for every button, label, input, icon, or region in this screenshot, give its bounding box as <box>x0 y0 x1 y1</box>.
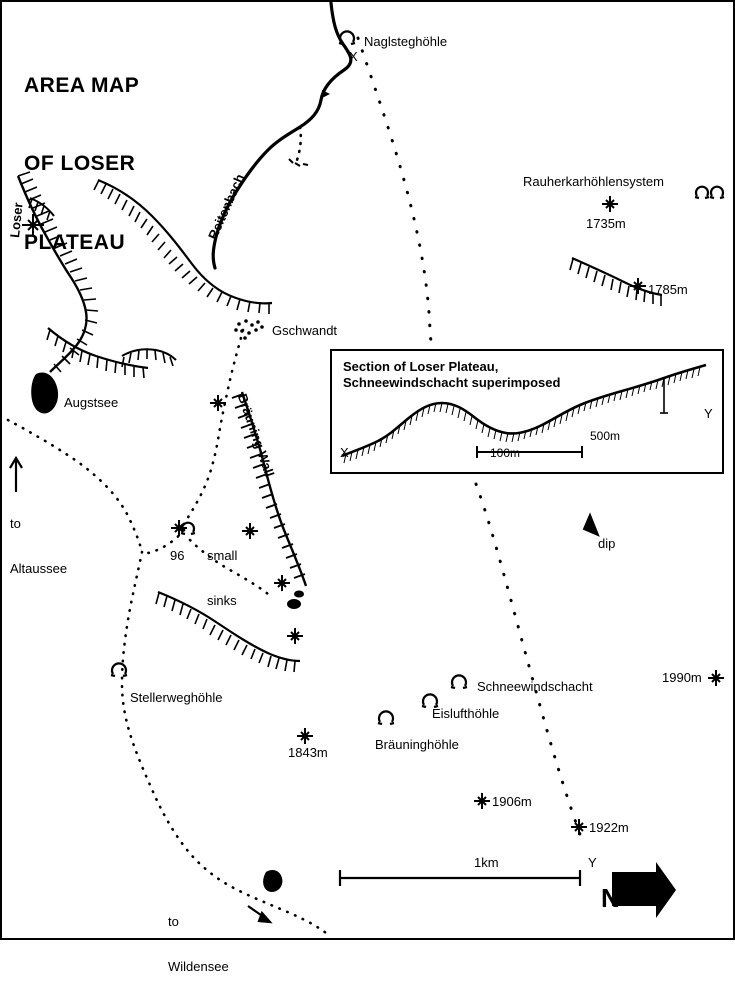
label-gschwandt: Gschwandt <box>272 323 338 338</box>
label-altitude-1922: 1922m <box>589 820 629 835</box>
label-rauherkarhoehlensystem: Rauherkarhöhlensystem <box>523 174 664 189</box>
inset-title-line-1: Section of Loser Plateau, <box>343 359 499 374</box>
inset-section-panel <box>330 349 724 474</box>
to-altaussee-line-2: Altaussee <box>10 560 68 576</box>
inset-scale-horizontal: 500m <box>590 429 621 443</box>
label-reitenbach: Reitenbach <box>205 171 248 242</box>
north-label: N <box>601 883 620 913</box>
to-altaussee-line-1: to <box>10 515 21 531</box>
section-endpoint-x-map: X <box>349 49 358 64</box>
label-stellerweghoehle: Stellerweghöhle <box>130 690 223 705</box>
label-braeuning-wall: Bräuning Wall <box>234 391 278 479</box>
label-braeuninghoehle: Bräuninghöhle <box>375 737 459 752</box>
inset-title-line-2: Schneewindschacht superimposed <box>343 375 561 391</box>
label-cave-96: 96 <box>170 548 185 563</box>
label-altitude-1990: 1990m <box>662 670 702 685</box>
label-altitude-1906: 1906m <box>492 794 532 809</box>
section-endpoint-y-map: Y <box>588 855 597 870</box>
page-title <box>24 20 139 309</box>
label-loser: Loser <box>7 201 26 239</box>
label-altitude-1735: 1735m <box>586 216 626 231</box>
inset-scale-vertical: 100m <box>490 446 521 460</box>
label-eislufthoehle: Eislufthöhle <box>432 706 500 721</box>
small-sinks-line-1: small <box>207 547 238 563</box>
title-line-1: AREA MAP <box>24 73 140 97</box>
label-altitude-1785: 1785m <box>648 282 688 297</box>
label-dip: dip <box>598 536 616 551</box>
title-line-2: OF LOSER <box>24 152 136 176</box>
label-altitude-1843: 1843m <box>288 745 328 760</box>
to-wildensee-line-1: to <box>168 913 179 929</box>
label-augstsee: Augstsee <box>64 395 119 410</box>
label-naglsteghoehle: Naglsteghöhle <box>364 34 448 49</box>
title-line-3: PLATEAU <box>24 231 126 254</box>
small-sinks-line-2: sinks <box>207 592 237 608</box>
label-to-altaussee <box>10 487 67 607</box>
inset-endpoint-y: Y <box>704 406 713 421</box>
label-small-sinks <box>207 519 237 639</box>
to-wildensee-line-2: Wildensee <box>168 958 229 974</box>
inset-endpoint-x: X <box>340 445 349 460</box>
inset-title <box>343 359 560 392</box>
label-to-wildensee <box>168 885 229 1005</box>
scale-bar-label: 1km <box>474 855 499 870</box>
label-schneewindschacht: Schneewindschacht <box>477 679 593 694</box>
